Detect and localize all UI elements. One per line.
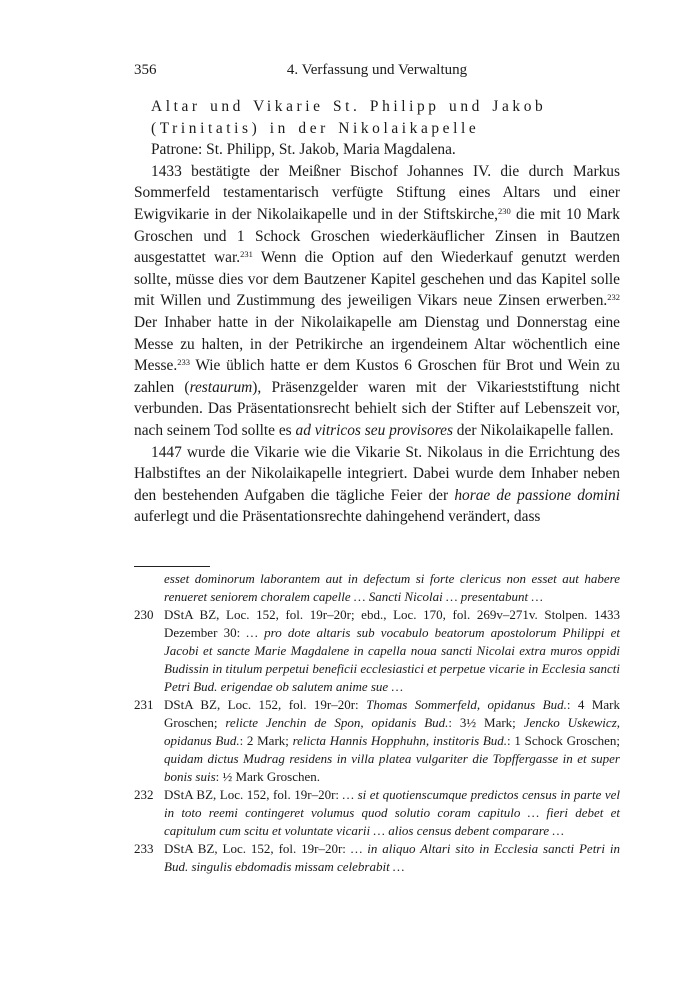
paragraph-text: 1433 bestätigte der Meißner Bischof Johannes IV. die durch Markus Sommerfeld testamentarisch verfügte Stiftung eines Altars und einer Ewigvikarie in der Nikolaikapelle und in der Stiftskirche, — [134, 162, 620, 223]
footnote-citation: : 4 Mark Groschen; — [164, 697, 621, 730]
paragraph-2 — [134, 442, 620, 528]
footnote-number: 233 — [134, 841, 154, 856]
footnote-continuation: esset dominorum laborantem aut in defectum si forte clericus non esset aut habere renueret seniorem choralem capelle … Sancti Nicolai … presentabunt … — [164, 571, 620, 604]
footnote-231 — [134, 696, 620, 786]
footnote-quote: … in aliquo Altari sito in Ecclesia sancti Petri in Bud. singulis ebdomadis missam celebrabit … — [164, 841, 620, 874]
footnote-230 — [134, 606, 620, 696]
footnote-quote: … pro dote altaris sub vocabulo beatorum apostolorum Philippi et Jacobi et sancte Marie Magdalene in capella noua sancti Nicolai extra muros oppidi Budissin in titulum perpetui beneficii ecclesiastici et perpetue vicarie in Ecclesia sancti Petri Bud. erigendae ob salutem anime sue … — [164, 625, 620, 694]
footnote-232 — [134, 786, 620, 840]
paragraph-text: Der Inhaber hatte in der Nikolaikapelle am Dienstag und Donnerstag eine Messe zu halten, in der Petrikirche an irgendeinem Altar wöchentlich eine Messe. — [134, 313, 620, 375]
latin-term: restaurum — [189, 378, 253, 396]
footnote-citation: : ½ Mark Groschen. — [215, 769, 320, 784]
footnote-ref-232[interactable]: 232 — [607, 292, 620, 303]
footnote-citation: DStA BZ, Loc. 152, fol. 19r–20r: — [164, 841, 351, 856]
paragraph-text: die mit 10 Mark Groschen und 1 Schock Groschen wiederkäuflicher Zinsen in Bautzen ausgestattet war. — [134, 205, 620, 267]
section-heading-line-1: Altar und Vikarie St. Philipp und Jakob — [151, 98, 547, 115]
footnote-text — [164, 606, 620, 696]
paragraph-1 — [134, 161, 620, 442]
footnote-citation: : 3½ Mark; — [448, 715, 524, 730]
footnote-ref-230[interactable]: 230 — [498, 205, 511, 216]
latin-phrase: horae de passione domini — [454, 486, 620, 504]
running-title: 4. Verfassung und Verwaltung — [286, 62, 468, 78]
latin-phrase: ad vitricos seu provisores — [295, 421, 453, 439]
patrons-line: Patrone: St. Philipp, St. Jakob, Maria Magdalena. — [151, 141, 456, 159]
footnote-citation: : 2 Mark; — [239, 733, 293, 748]
footnote-quote: quidam dictus Mudrag residens in villa platea vulgariter die Topffergasse in et super bonis suis — [164, 751, 620, 784]
paragraph-text: ), Präsenzgelder waren mit der Vikarieststiftung nicht verbunden. Das Präsentationsrecht behielt sich der Stifter auf Lebenszeit vor, nach seinem Tod sollte es — [134, 378, 620, 439]
paragraph-text: Wenn die Option auf den Wiederkauf genutzt werden sollte, müsse dies vor dem Bautzener Kapitel geschehen und das Kapitel solle mit Willen und Zustimmung des jeweiligen Vikars neue Zinsen erwerben. — [134, 249, 621, 310]
page-number: 356 — [134, 62, 157, 78]
footnote-text — [164, 696, 620, 786]
paragraph-text: auferlegt und die Präsentationsrechte dahingehend verändert, dass — [134, 508, 541, 526]
footnote-citation: : 1 Schock Groschen; — [507, 733, 620, 748]
paragraph-text: 1447 wurde die Vikarie wie die Vikarie St. Nikolaus in die Errichtung des Halbstiftes an der Nikolaikapelle integriert. Dabei wurde dem Inhaber neben den bestehenden Aufgaben die tägliche Feier der — [134, 443, 620, 504]
page-header — [134, 62, 620, 82]
footnote-citation: DStA BZ, Loc. 152, fol. 19r–20r: — [164, 697, 367, 712]
main-text — [134, 96, 620, 528]
footnote-text — [164, 786, 620, 840]
section-heading-line-2: (Trinitatis) in der Nikolaikapelle — [151, 119, 480, 137]
footnote-quote: Jencko Uskewicz, opidanus Bud. — [164, 715, 621, 748]
footnote-divider — [134, 566, 210, 567]
footnote-quote: … si et quotienscumque predictos census in parte vel in toto reemi contingeret volumus quod solutio coram capitulo … fieri debet et capitulum cum scitu et voluntate vicarii … alios census debent comparare … — [164, 787, 621, 838]
footnote-quote: Thomas Sommerfeld, opidanus Bud. — [366, 697, 567, 712]
paragraph-text: Wie üblich hatte er dem Kustos 6 Groschen für Brot und Wein zu zahlen ( — [134, 357, 620, 396]
footnote-quote: relicte Jenchin de Spon, opidanis Bud. — [225, 715, 449, 730]
footnote-number: 230 — [134, 607, 154, 622]
footnote-number: 231 — [134, 697, 154, 712]
footnote-quote: relicta Hannis Hopphuhn, institoris Bud. — [292, 733, 508, 748]
footnote-citation: DStA BZ, Loc. 152, fol. 19r–20r; ebd., Loc. 170, fol. 269v–271v. Stolpen. 1433 Dezember 30: — [164, 607, 620, 640]
footnote-citation: DStA BZ, Loc. 152, fol. 19r–20r: — [164, 787, 343, 802]
footnote-233 — [134, 840, 620, 876]
footnote-number: 232 — [134, 787, 154, 802]
paragraph-text: der Nikolaikapelle fallen. — [452, 421, 614, 439]
footnote-text — [164, 840, 620, 876]
footnotes — [134, 570, 620, 876]
footnote-ref-233[interactable]: 233 — [177, 357, 190, 368]
footnote-ref-231[interactable]: 231 — [240, 249, 253, 260]
